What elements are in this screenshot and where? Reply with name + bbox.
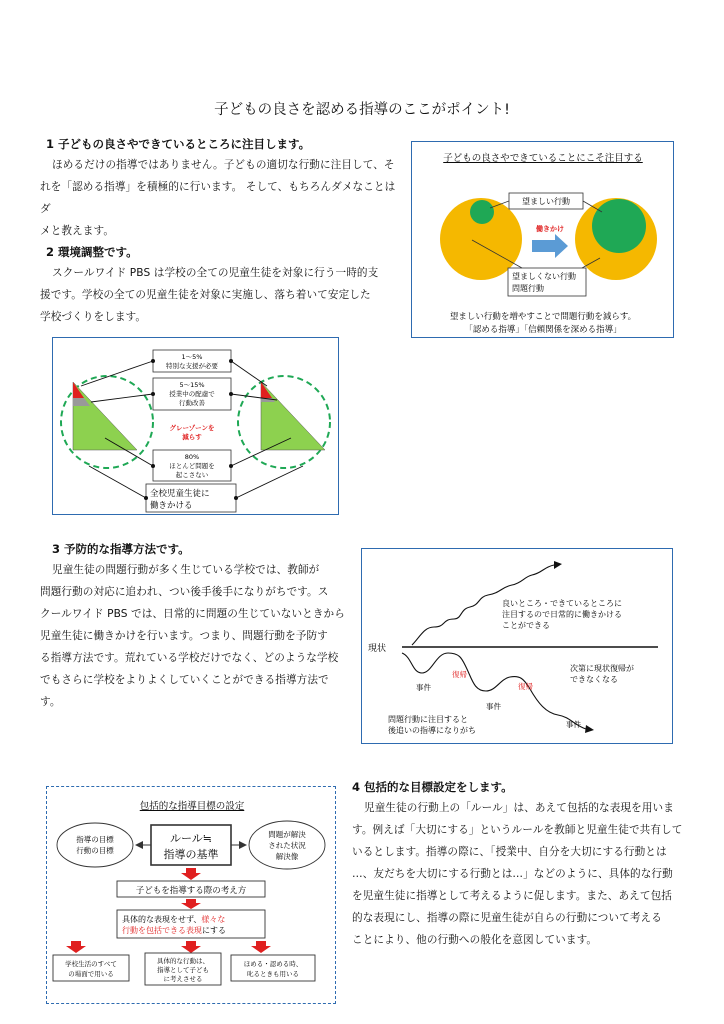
section-3-line: 児童生徒の問題行動が多く生じている学校では、教師が: [52, 564, 320, 576]
fig4-b1-line1: 学校生活のすべて: [65, 960, 117, 968]
section-3-line: 問題行動の対応に追われ、つい後手後手になりがちです。ス: [40, 586, 329, 598]
section-4-line: …、友だちを大切にする行動とは…」などのように、具体的な行動: [352, 868, 673, 880]
fig3-lower-left-line1: 問題行動に注目すると: [388, 715, 468, 724]
fig4-b1-line2: の場面で用いる: [68, 970, 114, 978]
fig1-undesired-line2: 問題行動: [512, 284, 544, 293]
fig4-arrow-4-icon: [181, 941, 201, 953]
fig4-step2-c: 行動を包括できる表現: [122, 926, 202, 935]
fig2-gray-line1: グレーゾーンを: [169, 424, 215, 432]
fig4-left-ellipse: [57, 823, 133, 867]
fig4-step2-b: 様々な: [201, 915, 226, 924]
fig3-recover-2: 復帰: [518, 682, 533, 691]
fig2-right-triangle: [261, 382, 325, 450]
section-4-body: [352, 797, 692, 951]
fig2-tier1-line2: 特別な支援が必要: [166, 362, 218, 370]
section-4-line: いるとします。指導の際に、「授業中、自分を大切にする行動とは: [352, 846, 667, 858]
section-1-line: れを「認める指導」を積極的に行います。 そして、もちろんダメなことはダ: [40, 181, 396, 215]
fig3-baseline-label: 現状: [368, 644, 387, 654]
fig4-right-line1: 問題が解決: [268, 830, 306, 839]
fig4-arrow-2-icon: [181, 899, 201, 909]
fig4-step2-a: 具体的な表現をせず、: [122, 915, 202, 924]
fig2-all-line1: 全校児童生徒に: [150, 489, 210, 499]
fig4-step2-d: にする: [202, 926, 226, 935]
section-4-line: ことにより、他の行動への般化を意図しています。: [352, 934, 598, 946]
section-1-line: メと教えます。: [40, 225, 115, 237]
fig2-left-triangle: [73, 382, 137, 450]
figure-focus-on-good: [411, 141, 674, 338]
fig2-gray-line2: 減らす: [182, 433, 202, 441]
fig1-action-label: 働きかけ: [536, 225, 564, 233]
fig3-lower-right-line1: 次第に現状復帰が: [570, 664, 634, 673]
fig2-all-line2: 働きかける: [150, 501, 193, 511]
section-3-line: る指導方法です。荒れている学校だけでなく、どのような学校: [40, 652, 339, 664]
fig3-event-1: 事件: [416, 683, 431, 692]
fig3-lower-right-line2: できなくなる: [570, 675, 618, 684]
fig4-left-line1: 指導の目標: [76, 835, 114, 844]
fig1-undesired-line1: 望ましくない行動: [512, 272, 576, 281]
section-2-body: [40, 262, 400, 328]
fig3-event-2: 事件: [486, 702, 501, 711]
fig4-b3-line2: 叱るときも用いる: [247, 970, 299, 978]
section-3-line: クールワイド PBS では、日常的に問題の生じていないときから: [40, 608, 345, 620]
fig4-b2-line3: に考えさせる: [163, 975, 203, 983]
section-1-line: ほめるだけの指導ではありません。子どもの適切な行動に注目して、そ: [52, 159, 395, 171]
figure-tier-pyramid: [52, 337, 339, 515]
fig4-step1: 子どもを指導する際の考え方: [135, 886, 247, 896]
section-4-line: 的な表現にし、指導の際に児童生徒が自らの行動について考える: [352, 912, 662, 924]
fig3-upper-line3: ことができる: [502, 621, 550, 630]
fig4-b2-line2: 指導として子ども: [157, 966, 209, 974]
fig4-right-line2: された状況: [268, 841, 306, 850]
fig3-upper-line2: 注目するので日常的に働きかける: [502, 610, 622, 619]
fig1-desired-label: 望ましい行動: [522, 197, 570, 206]
section-4-line: を児童生徒に指導として考えるように促します。また、あえて包括: [352, 890, 672, 902]
section-2-line: 学校づくりをします。: [40, 311, 147, 323]
figure-prevention-timeline: [361, 548, 673, 744]
page-title: 子どもの良さを認める指導のここがポイント!: [214, 102, 510, 118]
fig2-tier1-line1: 1〜5%: [181, 353, 203, 361]
fig4-center-line1: ルール≒: [169, 832, 213, 845]
section-3-body: [40, 559, 346, 713]
fig4-title: 包括的な指導目標の設定: [139, 801, 245, 812]
fig4-b3-line1: ほめる・認める時、: [243, 960, 303, 968]
fig2-tier3-line2: ほとんど問題を: [169, 462, 215, 470]
section-3-line: 児童生徒に働きかけを行います。つまり、問題行動を予防す: [40, 630, 328, 642]
fig4-center-line2: 指導の基準: [163, 848, 219, 861]
fig2-tier3-line1: 80%: [184, 453, 200, 461]
section-1-body: [40, 154, 400, 242]
section-4-heading: 4 包括的な目標設定をします。: [352, 780, 513, 794]
section-3-heading: 3 予防的な指導方法です。: [52, 542, 190, 556]
fig1-arrow-icon: [532, 234, 568, 258]
fig4-left-line2: 行動の目標: [76, 846, 114, 855]
fig4-step2-text-2: [122, 925, 226, 935]
fig4-arrow-5-icon: [251, 941, 271, 953]
fig3-lower-left-line2: 後追いの指導になりがち: [388, 726, 476, 735]
fig4-b2-line1: 具体的な行動は、: [157, 957, 209, 965]
fig4-right-line3: 解決像: [275, 852, 299, 861]
section-1-heading: 1 子どもの良さやできているところに注目します。: [46, 137, 311, 151]
fig3-recover-1: 復帰: [452, 670, 467, 679]
section-4-line: す。例えば「大切にする」というルールを教師と児童生徒で共有して: [352, 824, 683, 836]
fig2-tier2-line1: 5〜15%: [179, 381, 205, 389]
section-2-heading: 2 環境調整です。: [46, 245, 138, 259]
fig2-tier2-line3: 行動改善: [179, 399, 205, 407]
fig4-step2-text-1: [122, 914, 225, 924]
fig4-arrow-3-icon: [66, 941, 86, 953]
fig2-tier3-line3: 起こさない: [175, 471, 209, 479]
fig3-upper-line1: 良いところ・できているところに: [502, 599, 622, 608]
figure-inclusive-goals: [46, 786, 336, 1004]
fig1-left-green-circle: [470, 200, 494, 224]
section-3-line: でもさらに学校をよりよくしていくことができる指導方法です。: [40, 674, 329, 708]
section-2-line: 援です。学校の全ての児童生徒を対象に実施し、落ち着いて安定した: [40, 289, 371, 301]
fig1-title: 子どもの良さやできていることにこそ注目する: [443, 153, 643, 164]
fig3-event-3: 事件: [566, 720, 581, 729]
fig1-caption-line1: 望ましい行動を増やすことで問題行動を減らす。: [449, 312, 637, 322]
fig4-arrow-1-icon: [181, 868, 201, 880]
fig1-right-green-circle: [592, 199, 646, 253]
section-4-line: 児童生徒の行動上の「ルール」は、あえて包括的な表現を用いま: [364, 802, 674, 814]
fig2-tier2-line2: 授業中の配慮で: [169, 390, 215, 398]
fig1-caption-line2: 「認める指導」「信頼関係を深める指導」: [464, 325, 622, 335]
section-2-line: スクールワイド PBS は学校の全ての児童生徒を対象に行う一時的支: [52, 267, 379, 279]
